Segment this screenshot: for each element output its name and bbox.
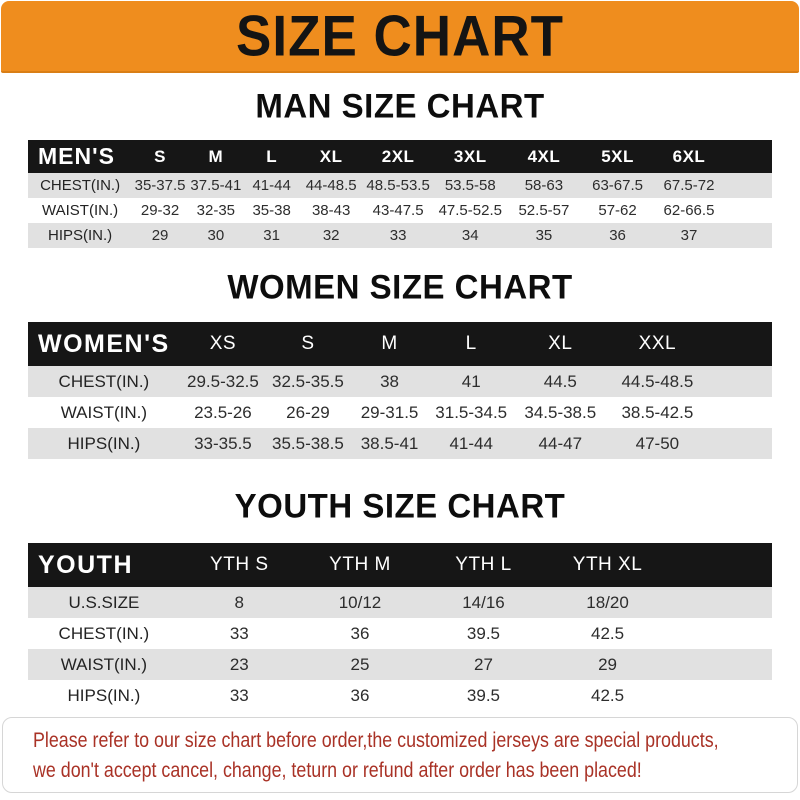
spacer-cell: [669, 680, 772, 711]
size-cell: 42.5: [590, 623, 625, 643]
row-label: CHEST(IN.): [58, 623, 150, 643]
size-cell: 41-44: [252, 177, 291, 194]
table-row: [28, 428, 772, 459]
size-cell: 38-43: [311, 202, 351, 219]
size-column-header: YTH XL: [572, 554, 643, 575]
row-label: WAIST(IN.): [60, 654, 147, 674]
header-row: [28, 322, 772, 366]
size-cell: 35: [535, 227, 553, 244]
size-cell: 14/16: [462, 592, 505, 612]
size-cell: 36: [609, 227, 626, 244]
spacer-cell: [669, 543, 772, 587]
size-cell: 48.5-53.5: [366, 177, 430, 194]
footer-line-1: Please refer to our size chart before order,the customized jerseys are special products,: [33, 729, 719, 752]
size-cell: 39.5: [466, 685, 501, 705]
row-label: WAIST(IN.): [60, 402, 148, 422]
size-column-header: S: [301, 333, 315, 354]
row-label: WAIST(IN.): [42, 202, 119, 219]
men-size-section: [0, 87, 800, 248]
size-cell: 29-32: [140, 202, 180, 219]
table-row: [28, 618, 772, 649]
size-column-header: 4XL: [527, 146, 561, 166]
spacer-cell: [707, 397, 772, 428]
size-column-header: YTH M: [329, 554, 391, 575]
spacer-cell: [707, 322, 772, 366]
spacer-cell: [724, 173, 772, 198]
size-column-header: XL: [319, 146, 343, 166]
size-cell: 18/20: [586, 592, 629, 612]
size-cell: 32-35: [196, 202, 236, 219]
footer-line-2: we don't accept cancel, change, teturn or refund after order has been placed!: [33, 759, 642, 782]
size-cell: 23: [229, 654, 249, 674]
spacer-cell: [707, 366, 772, 397]
table-row: [28, 173, 772, 198]
size-cell: 42.5: [590, 685, 625, 705]
size-column-header: 2XL: [381, 146, 415, 166]
corner-label: WOMEN'S: [38, 329, 170, 358]
row-label: HIPS(IN.): [47, 227, 113, 244]
size-cell: 10/12: [338, 592, 382, 612]
size-cell: 35-37.5: [134, 177, 186, 194]
size-cell: 47.5-52.5: [438, 202, 502, 219]
spacer-cell: [669, 587, 772, 618]
size-cell: 53.5-58: [444, 177, 496, 194]
size-cell: 32.5-35.5: [272, 371, 344, 391]
header-row: [28, 140, 772, 173]
size-cell: 29.5-32.5: [187, 371, 259, 391]
size-column-header: M: [208, 146, 224, 166]
row-label: CHEST(IN.): [40, 177, 121, 194]
size-cell: 41-44: [449, 433, 493, 453]
header-row: [28, 543, 772, 587]
women-size-table: [28, 322, 772, 459]
size-column-header: XXL: [638, 333, 677, 354]
spacer-cell: [724, 223, 772, 248]
size-cell: 47-50: [635, 433, 680, 453]
size-column-header: 6XL: [672, 146, 706, 166]
size-cell: 29: [598, 654, 617, 674]
table-row: [28, 649, 772, 680]
size-cell: 38: [380, 371, 400, 391]
size-cell: 62-66.5: [663, 202, 715, 219]
size-cell: 35.5-38.5: [272, 433, 344, 453]
size-cell: 25: [350, 654, 370, 674]
row-label: U.S.SIZE: [68, 592, 140, 612]
banner-title: SIZE CHART: [236, 4, 564, 68]
size-column-header: XL: [548, 333, 573, 354]
row-label: HIPS(IN.): [67, 685, 141, 705]
size-chart-banner: [1, 1, 799, 73]
size-cell: 34.5-38.5: [524, 402, 597, 422]
size-column-header: M: [381, 333, 398, 354]
size-column-header: 5XL: [601, 146, 634, 166]
size-cell: 26-29: [286, 402, 330, 422]
size-column-header: YTH S: [210, 554, 269, 575]
size-cell: 33: [229, 623, 249, 643]
size-cell: 29: [151, 227, 169, 244]
size-column-header: S: [154, 146, 166, 166]
size-cell: 31.5-34.5: [435, 402, 508, 422]
table-row: [28, 223, 772, 248]
size-cell: 39.5: [466, 623, 501, 643]
size-cell: 37: [680, 227, 698, 244]
table-row: [28, 397, 772, 428]
corner-label: MEN'S: [38, 143, 115, 169]
size-cell: 44.5: [543, 371, 577, 391]
size-cell: 8: [234, 592, 245, 612]
size-column-header: 3XL: [453, 146, 487, 166]
table-row: [28, 587, 772, 618]
youth-size-table: [28, 543, 772, 711]
size-cell: 36: [350, 685, 370, 705]
size-cell: 44-47: [538, 433, 583, 453]
size-cell: 34: [461, 227, 479, 244]
size-cell: 32: [322, 227, 340, 244]
size-cell: 35-38: [252, 202, 291, 219]
size-cell: 36: [350, 623, 370, 643]
youth-size-section: [0, 487, 800, 711]
size-cell: 38.5-41: [360, 433, 419, 453]
row-label: HIPS(IN.): [67, 433, 141, 453]
man-size-chart-heading: MAN SIZE CHART: [255, 86, 545, 125]
table-row: [28, 680, 772, 711]
size-cell: 33: [229, 685, 249, 705]
size-cell: 63-67.5: [592, 177, 643, 194]
size-cell: 23.5-26: [194, 402, 252, 422]
size-cell: 37.5-41: [190, 177, 242, 194]
spacer-cell: [724, 198, 772, 223]
size-cell: 33: [389, 227, 407, 244]
size-cell: 41: [461, 371, 481, 391]
size-cell: 44.5-48.5: [621, 371, 694, 391]
row-label: CHEST(IN.): [58, 371, 150, 391]
size-cell: 31: [263, 227, 280, 244]
size-cell: 43-47.5: [372, 202, 424, 219]
spacer-cell: [724, 140, 772, 173]
spacer-cell: [707, 428, 772, 459]
size-cell: 58-63: [524, 177, 564, 194]
size-cell: 44-48.5: [305, 177, 357, 194]
women-size-chart-heading: WOMEN SIZE CHART: [227, 267, 573, 306]
spacer-cell: [669, 649, 772, 680]
table-row: [28, 198, 772, 223]
table-row: [28, 366, 772, 397]
spacer-cell: [669, 618, 772, 649]
size-cell: 27: [474, 654, 493, 674]
size-column-header: L: [266, 146, 278, 166]
size-cell: 57-62: [598, 202, 637, 219]
size-cell: 29-31.5: [360, 402, 419, 422]
size-column-header: XS: [209, 333, 237, 354]
size-column-header: L: [465, 333, 477, 354]
size-cell: 52.5-57: [518, 202, 570, 219]
size-cell: 33-35.5: [194, 433, 252, 453]
size-cell: 30: [207, 227, 225, 244]
size-cell: 38.5-42.5: [621, 402, 694, 422]
men-size-table: [28, 140, 772, 248]
size-cell: 67.5-72: [663, 177, 715, 194]
women-size-section: [0, 268, 800, 459]
footer-note: [2, 717, 798, 793]
youth-size-chart-heading: YOUTH SIZE CHART: [234, 486, 566, 525]
size-column-header: YTH L: [455, 554, 512, 575]
corner-label: YOUTH: [38, 550, 133, 579]
